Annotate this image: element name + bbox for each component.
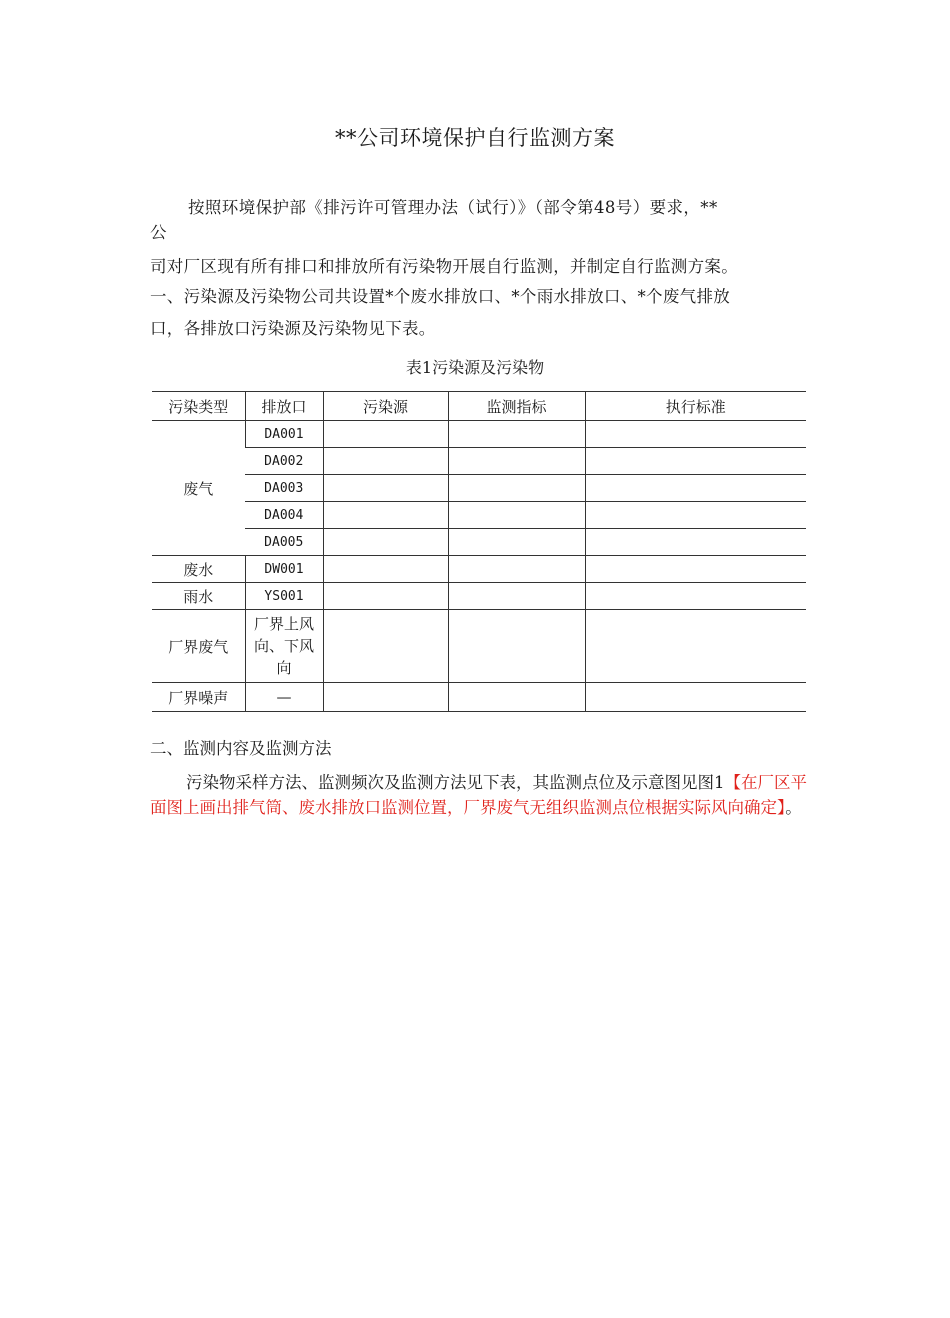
- empty-cell: [585, 448, 806, 475]
- table-row: [152, 421, 806, 448]
- pollution-source-table: [152, 391, 806, 712]
- section2-end: 。: [785, 798, 802, 817]
- empty-cell: [448, 583, 585, 610]
- empty-cell: [448, 448, 585, 475]
- section1-line-2: 口，各排放口污染源及污染物见下表。: [150, 319, 436, 338]
- header-pollution-source: 污染源: [323, 392, 448, 421]
- table-row: [152, 502, 806, 529]
- outlet-cell: —: [245, 683, 323, 712]
- empty-cell: [323, 683, 448, 712]
- header-standard: 执行标准: [585, 392, 806, 421]
- intro-line-1: 按照环境保护部《排污许可管理办法（试行）》（部令第48号）要求，**: [188, 198, 718, 217]
- outlet-cell: DA004: [245, 502, 323, 529]
- type-cell: 废水: [152, 556, 245, 583]
- empty-cell: [585, 610, 806, 683]
- empty-cell: [585, 556, 806, 583]
- empty-cell: [448, 556, 585, 583]
- section2-text: 污染物采样方法、监测频次及监测方法见下表，其监测点位及示意图见图1: [186, 773, 725, 792]
- empty-cell: [323, 529, 448, 556]
- outlet-cell: YS001: [245, 583, 323, 610]
- header-pollution-type: 污染类型: [152, 392, 245, 421]
- type-cell: 雨水: [152, 583, 245, 610]
- intro-line-2: 司对厂区现有所有排口和排放所有污染物开展自行监测，并制定自行监测方案。: [150, 257, 738, 276]
- table-caption: 表1污染源及污染物: [405, 358, 545, 377]
- table-header-row: [152, 392, 806, 421]
- empty-cell: [585, 475, 806, 502]
- outlet-cell: DW001: [245, 556, 323, 583]
- header-outlet: 排放口: [245, 392, 323, 421]
- empty-cell: [323, 556, 448, 583]
- empty-cell: [448, 502, 585, 529]
- table-row: [152, 475, 806, 502]
- empty-cell: [448, 529, 585, 556]
- outlet-cell: DA005: [245, 529, 323, 556]
- outlet-cell: 厂界上风向、下风向: [245, 610, 323, 683]
- table-row: [152, 556, 806, 583]
- section2-note: 【在厂区平面图上画出排气筒、废水排放口监测位置，厂界废气无组织监测点位根据实际风向确定】: [150, 773, 807, 817]
- empty-cell: [585, 421, 806, 448]
- document-title: **公司环境保护自行监测方案: [335, 126, 615, 150]
- outlet-cell: DA001: [245, 421, 323, 448]
- empty-cell: [585, 502, 806, 529]
- empty-cell: [448, 475, 585, 502]
- header-monitoring-indicator: 监测指标: [448, 392, 585, 421]
- table-row: [152, 529, 806, 556]
- empty-cell: [448, 421, 585, 448]
- intro-line-1-wrap: 公: [150, 223, 167, 242]
- empty-cell: [323, 421, 448, 448]
- type-cell: 厂界废气: [152, 610, 245, 683]
- table-row: [152, 610, 806, 683]
- table-row: [152, 583, 806, 610]
- empty-cell: [323, 448, 448, 475]
- empty-cell: [323, 610, 448, 683]
- empty-cell: [448, 610, 585, 683]
- empty-cell: [323, 502, 448, 529]
- empty-cell: [585, 529, 806, 556]
- empty-cell: [448, 683, 585, 712]
- section2-paragraph: [150, 770, 810, 820]
- table-row: [152, 448, 806, 475]
- outlet-cell: DA002: [245, 448, 323, 475]
- outlet-cell: DA003: [245, 475, 323, 502]
- empty-cell: [323, 475, 448, 502]
- empty-cell: [585, 583, 806, 610]
- empty-cell: [585, 683, 806, 712]
- type-cell: 废气: [152, 421, 245, 556]
- empty-cell: [323, 583, 448, 610]
- type-cell: 厂界噪声: [152, 683, 245, 712]
- section1-line-1: 一、污染源及污染物公司共设置*个废水排放口、*个雨水排放口、*个废气排放: [150, 287, 731, 306]
- section2-heading: 二、监测内容及监测方法: [150, 739, 332, 758]
- table-row: [152, 683, 806, 712]
